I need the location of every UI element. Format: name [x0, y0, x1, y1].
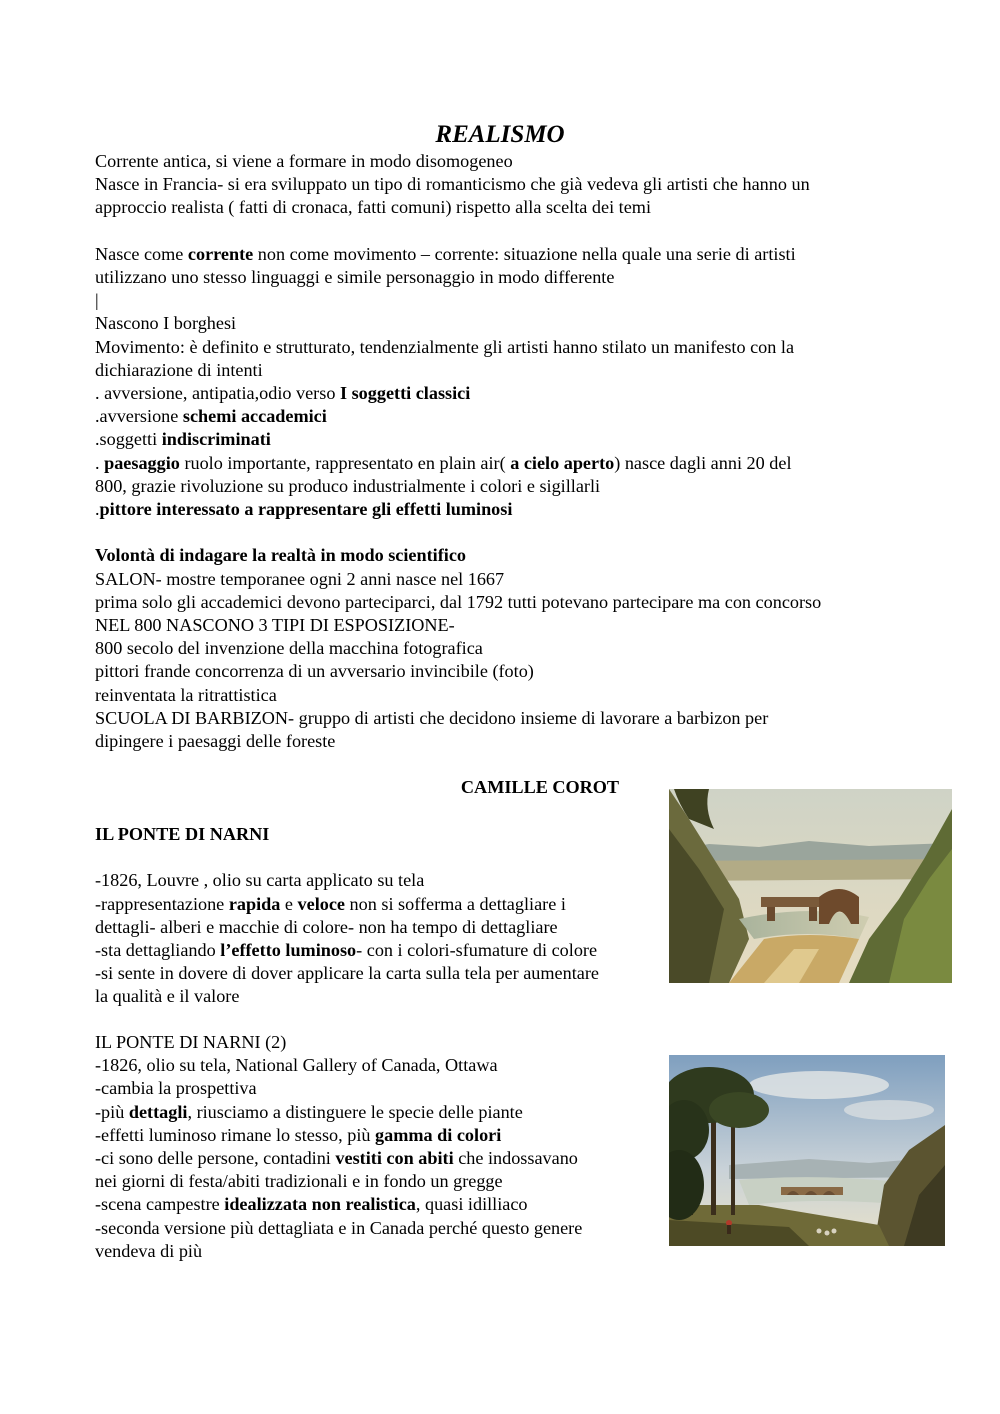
- bullet-1: [95, 382, 915, 405]
- volonta-line-3: NEL 800 NASCONO 3 TIPI DI ESPOSIZIONE-: [95, 615, 455, 636]
- intro-line-3: approccio realista ( fatti di cronaca, fatti comuni) rispetto alla scelta dei temi: [95, 197, 651, 218]
- ponte2-line-2: -cambia la prospettiva: [95, 1078, 257, 1099]
- painting-ponte-di-narni-louvre: [669, 789, 952, 983]
- bullet-4-cont: 800, grazie rivoluzione su produco industrialmente i colori e sigillarli: [95, 475, 601, 496]
- bold-run: idealizzata non realistica: [224, 1194, 416, 1215]
- ponte2-section: [95, 1031, 665, 1263]
- text-run: non come movimento – corrente: situazione nella quale una serie di artisti: [253, 243, 796, 264]
- ponte2-line-5: [95, 1147, 665, 1170]
- volonta-line-2: prima solo gli accademici devono parteciparci, dal 1792 tutti potevano partecipare ma con concorso: [95, 591, 822, 612]
- main-text: [95, 150, 915, 753]
- text-run: -ci sono delle persone, contadini: [95, 1148, 336, 1169]
- bold-run: dettagli: [128, 1101, 188, 1122]
- volonta-line-4: 800 secolo del invenzione della macchina fotografica: [95, 638, 483, 659]
- bold-run: corrente: [187, 243, 254, 264]
- painting-ponte-di-narni-ottawa: [669, 1055, 945, 1246]
- text-run: .: [95, 499, 100, 520]
- ponte2-line-6: nei giorni di festa/abiti tradizionali e in fondo un gregge: [95, 1171, 503, 1192]
- text-run: -più: [95, 1101, 129, 1122]
- ponte2-line-8: -seconda versione più dettagliata e in Canada perché questo genere: [95, 1217, 583, 1238]
- text-run: -sta dettagliando: [95, 940, 221, 960]
- text-run: . avversione, antipatia,odio verso: [95, 383, 340, 404]
- bold-run: Volontà di indagare la realtà in modo scientifico: [95, 545, 467, 566]
- text-run: , riusciamo a distinguere le specie delle piante: [187, 1101, 523, 1122]
- volonta-line-5: pittori frande concorrenza di un avversario invincibile (foto): [95, 661, 534, 682]
- text-run: , quasi idilliaco: [415, 1194, 528, 1215]
- ponte2-line-1: -1826, olio su tela, National Gallery of Canada, Ottawa: [95, 1055, 498, 1076]
- text-run: -rappresentazione: [95, 893, 229, 914]
- bold-run: pittore interessato a rappresentare gli effetti luminosi: [99, 499, 513, 520]
- ponte1-line-2: [95, 893, 665, 916]
- bold-run: paesaggio: [104, 452, 180, 473]
- bold-run: l’effetto luminoso: [220, 940, 357, 960]
- text-run: ruolo importante, rappresentato en plain air(: [179, 452, 511, 473]
- text-run: non si sofferma a dettagliare i: [345, 893, 566, 914]
- intro-line-1: Corrente antica, si viene a formare in modo disomogeneo: [95, 151, 513, 171]
- corrente-line-6: dichiarazione di intenti: [95, 359, 263, 380]
- bold-run: gamma di colori: [375, 1124, 502, 1145]
- volonta-line-7: SCUOLA DI BARBIZON- gruppo di artisti che decidono insieme di lavorare a barbizon per: [95, 707, 769, 728]
- text-run: che indossavano: [453, 1148, 578, 1169]
- bold-run: vestiti con abiti: [335, 1148, 454, 1169]
- bold-run: IL PONTE DI NARNI: [95, 824, 270, 844]
- text-run: .: [95, 452, 105, 473]
- text-run: Nasce come: [95, 243, 188, 264]
- text-run: ) nasce dagli anni 20 del: [614, 452, 792, 473]
- page-title: REALISMO: [435, 121, 565, 148]
- volonta-line-8: dipingere i paesaggi delle foreste: [95, 731, 336, 752]
- bullet-5: [95, 498, 915, 521]
- text-run: -effetti luminoso rimane lo stesso, più: [95, 1124, 376, 1145]
- ponte1-line-1: -1826, Louvre , olio su carta applicato su tela: [95, 870, 425, 891]
- bold-run: rapida: [228, 893, 281, 914]
- corrente-line-4: Nascono I borghesi: [95, 313, 237, 334]
- ponte1-heading: [95, 823, 665, 846]
- ponte1-line-3: dettagli- alberi e macchie di colore- non ha tempo di dettagliare: [95, 916, 558, 937]
- corrente-line-1: [95, 243, 915, 266]
- blank-line: [95, 521, 915, 544]
- bold-run: schemi accademici: [182, 406, 327, 427]
- painting-image: [669, 1055, 945, 1246]
- intro-line-2: Nasce in Francia- si era sviluppato un tipo di romanticismo che già vedeva gli artisti che hanno un: [95, 174, 810, 195]
- text-run: - con i colori-sfumature di colore: [356, 940, 598, 960]
- ponte2-line-9: vendeva di più: [95, 1240, 203, 1261]
- text-run: -scena campestre: [95, 1194, 225, 1215]
- text-run: .avversione: [95, 406, 183, 427]
- bullet-3: [95, 428, 915, 451]
- bold-run: veloce: [297, 893, 345, 914]
- text-run: e: [280, 893, 298, 914]
- bullet-2: [95, 405, 915, 428]
- corrente-line-2: utilizzano uno stesso linguaggi e simile personaggio in modo differente: [95, 267, 615, 287]
- ponte1-line-4: [95, 939, 665, 962]
- ponte2-line-7: [95, 1193, 665, 1216]
- ponte1-line-6: la qualità e il valore: [95, 986, 240, 1007]
- bold-run: I soggetti classici: [339, 383, 471, 404]
- bold-run: indiscriminati: [161, 429, 271, 450]
- volonta-line-6: reinventata la ritrattistica: [95, 684, 277, 705]
- volonta-line-1: SALON- mostre temporanee ogni 2 anni nasce nel 1667: [95, 568, 505, 589]
- ponte1-section: [95, 823, 665, 1009]
- corot-heading: CAMILLE COROT: [460, 777, 620, 797]
- corrente-line-5: Movimento: è definito e strutturato, tendenzialmente gli artisti hanno stilato un manifesto con la: [95, 336, 795, 357]
- ponte1-line-5: -si sente in dovere di dover applicare la carta sulla tela per aumentare: [95, 963, 599, 984]
- volonta-heading: [95, 544, 915, 567]
- painting-image: [669, 789, 952, 983]
- text-run: .soggetti: [95, 429, 162, 450]
- ponte2-line-4: [95, 1124, 665, 1147]
- corrente-line-3: |: [95, 290, 99, 311]
- ponte2-line-3: [95, 1101, 665, 1124]
- blank-line: [95, 846, 665, 869]
- blank-line: [95, 220, 915, 243]
- bold-run: a cielo aperto: [510, 452, 615, 473]
- bullet-4: [95, 452, 915, 475]
- ponte2-heading: IL PONTE DI NARNI (2): [95, 1032, 287, 1052]
